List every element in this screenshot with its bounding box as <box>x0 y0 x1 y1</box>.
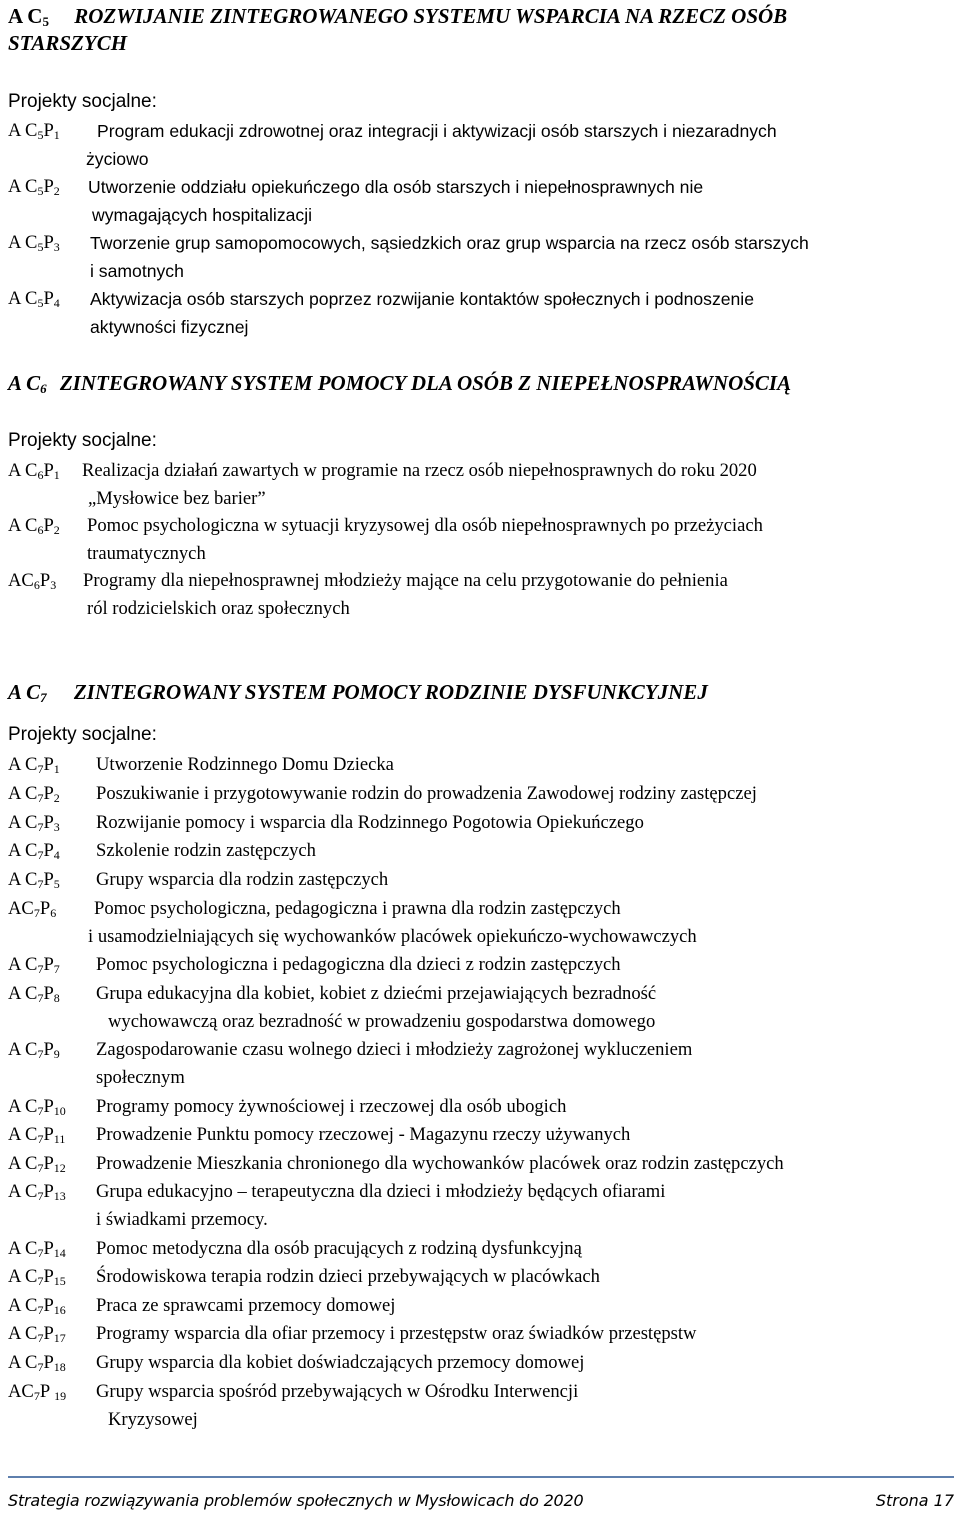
project-text: Poszukiwanie i przygotowywanie rodzin do prowadzenia Zawodowej rodziny zastępczej <box>96 783 757 804</box>
project-text: Utworzenie Rodzinnego Domu Dziecka <box>96 754 394 775</box>
project-text: Pomoc psychologiczna i pedagogiczna dla dzieci z rodzin zastępczych <box>96 954 621 975</box>
project-text-cont: i usamodzielniających się wychowanków placówek opiekuńczo-wychowawczych <box>88 926 697 947</box>
project-text-cont: wymagających hospitalizacji <box>92 205 313 225</box>
section-heading-c7 <box>8 679 708 706</box>
project-text: Aktywizacja osób starszych poprzez rozwijanie kontaktów społecznych i podnoszenie <box>90 289 755 309</box>
section-code: A C <box>8 680 41 704</box>
footer-rule <box>8 1476 954 1478</box>
section-code: A C <box>8 4 43 28</box>
project-text-cont: wychowawczą oraz bezradność w prowadzeniu gospodarstwa domowego <box>108 1011 656 1032</box>
project-text: Prowadzenie Mieszkania chronionego dla wychowanków placówek oraz rodzin zastępczych <box>96 1153 784 1174</box>
section-title: ROZWIJANIE ZINTEGROWANEGO SYSTEMU WSPARCIA NA RZECZ OSÓB <box>74 4 788 28</box>
project-text: Grupy wsparcia spośród przebywających w Ośrodku Interwencji <box>96 1381 579 1402</box>
projects-label-c7: Projekty socjalne: <box>8 724 157 745</box>
project-text: Rozwijanie pomocy i wsparcia dla Rodzinnego Pogotowia Opiekuńczego <box>96 812 644 833</box>
project-text-cont: Kryzysowej <box>108 1409 198 1430</box>
project-text-cont: społecznym <box>96 1067 185 1088</box>
section-heading-c5-line2: STARSZYCH <box>8 31 128 55</box>
document-page: A $C_5$ ROZWIJANIE ZINTEGROWANEGO SYSTEMU WSPARCIA NA RZECZ OSÓB STARSZYCH Projekty socjalne: A $C_5P_1$ Program edukacji zdrowotnej oraz integracji i aktywizacji osób starszych i niezaradnych życiowo A $C_5P_2$ Utworzenie oddziału opiekuńczego dla osób starszych i niepełnosprawnych nie wymagających hospitalizacji A $C_5P_3$ Tworzenie grup samopomocowych, sąsiedzkich oraz grup wsparcia na rzecz osób starszych i samotnych A $C_5P_4$ Aktywizacja osób starszych poprzez rozwijanie kontaktów społecznych i podnoszenie aktywności fizycznej A $C_6$ ZINTEGROWANY SYSTEM POMOCY DLA OSÓB Z NIEPEŁNOSPRAWNOŚCIĄ Projekty socjalne: A $C_6P_1$ Realizacja działań zawartych w programie na rzecz osób niepełnosprawnych do roku 2020 „Mysłowice bez barier” A $C_6P_2$ Pomoc psychologiczna w sytuacji kryzysowej dla osób niepełnosprawnych po przeżyciach traumatycznych $AC_6P_3$ Programy dla niepełnosprawnej młodzieży mające na celu przygotowanie do pełnienia ról rodzicielskich oraz społecznych A $C_7$ ZINTEGROWANY SYSTEM POMOCY RODZINIE DYSFUNKCYJNEJ Projekty socjalne: A $C_7P_1$ Utworzenie Rodzinnego Domu Dziecka A $C_7P_2$ Poszukiwanie i przygotowywanie rodzin do prowadzenia Zawodowej rodziny zastępczej A $C_7P_3$ Rozwijanie pomocy i wsparcia dla Rodzinnego Pogotowia Opiekuńczego A $C_7P_4$ Szkolenie rodzin zastępczych A $C_7P_5$ Grupy wsparcia dla rodzin zastępczych $AC_7P_6$ Pomoc psychologiczna, pedagogiczna i prawna dla rodzin zastępczych i usamodzielniających się wychowanków placówek opiekuńczo-wychowawczych A $C_7P_7$ Pomoc psychologiczna i pedagogiczna dla dzieci z rodzin zastępczych A $C_7P_8$ Grupa edukacyjna dla kobiet, kobiet z dziećmi przejawiających bezradność wychowawczą oraz bezradność w prowadzeniu gospodarstwa domowego A $C_7P_9$ Zagospodarowanie czasu wolnego dzieci i młodzieży zagrożonej wykluczeniem społecznym A $C_7P_{10}$ Programy pomocy żywnościowej i rzeczowej dla osób ubogich A $C_7P_{11}$ Prowadzenie Punktu pomocy rzeczowej - Magazynu rzeczy używanych A $C_7P_{12}$ Prowadzenie Mieszkania chronionego dla wychowanków placówek oraz rodzin zastępczych A $C_7P_{13}$ Grupa edukacyjno – terapeutyczna dla dzieci i młodzieży będących ofiarami i świadkami przemocy. A $C_7P_{14}$ Pomoc metodyczna dla osób pracujących z rodziną dysfunkcyjną A $C_7P_{15}$ Środowiskowa terapia rodzin dzieci przebywających w placówkach A $C_7P_{16}$ Praca ze sprawcami przemocy domowej A $C_7P_{17}$ Programy wsparcia dla ofiar przemocy i przestępstw oraz świadków przestępstw A $C_7P_{18}$ Grupy wsparcia dla kobiet doświadczających przemocy domowej $AC_7P$ $_{19}$ Grupy wsparcia spośród przebywających w Ośrodku Interwencji Kryzysowej Strategia rozwiązywania problemów społecznych w Mysłowicach do 2020 Strona 17 <box>8 4 954 1510</box>
project-text: Grupa edukacyjno – terapeutyczna dla dzieci i młodzieży będących ofiarami <box>96 1181 666 1202</box>
project-text: Tworzenie grup samopomocowych, sąsiedzkich oraz grup wsparcia na rzecz osób starszych <box>90 233 809 253</box>
project-text: Programy pomocy żywnościowej i rzeczowej dla osób ubogich <box>96 1096 567 1117</box>
project-text: Zagospodarowanie czasu wolnego dzieci i młodzieży zagrożonej wykluczeniem <box>96 1039 693 1060</box>
project-text: Grupy wsparcia dla rodzin zastępczych <box>96 869 389 890</box>
project-text: Program edukacji zdrowotnej oraz integracji i aktywizacji osób starszych i niezaradnych <box>97 121 777 141</box>
section-number: 5 <box>42 14 49 29</box>
section-title: ZINTEGROWANY SYSTEM POMOCY RODZINIE DYSFUNKCYJNEJ <box>73 680 708 704</box>
project-text-cont: aktywności fizycznej <box>90 317 249 337</box>
project-text-cont: i samotnych <box>90 261 184 281</box>
section-number: 6 <box>40 381 47 396</box>
project-text: Szkolenie rodzin zastępczych <box>96 840 316 861</box>
project-text-cont: ról rodzicielskich oraz społecznych <box>87 598 350 619</box>
section-number: 7 <box>40 690 47 705</box>
project-text-cont: traumatycznych <box>87 543 206 564</box>
project-text: Prowadzenie Punktu pomocy rzeczowej - Magazynu rzeczy używanych <box>96 1124 631 1145</box>
project-text-cont: i świadkami przemocy. <box>96 1209 268 1230</box>
project-text: Pomoc psychologiczna, pedagogiczna i prawna dla rodzin zastępczych <box>94 898 621 919</box>
footer-document-title: Strategia rozwiązywania problemów społecznych w Mysłowicach do 2020 <box>8 1491 584 1510</box>
section-heading-c6 <box>8 370 791 397</box>
section-heading-c5 <box>8 3 787 30</box>
project-text: Grupy wsparcia dla kobiet doświadczających przemocy domowej <box>96 1352 585 1373</box>
project-text: Pomoc psychologiczna w sytuacji kryzysowej dla osób niepełnosprawnych po przeżyciach <box>87 515 763 536</box>
project-text-cont: życiowo <box>86 149 149 169</box>
project-text-cont: „Mysłowice bez barier” <box>88 488 266 509</box>
project-text: Utworzenie oddziału opiekuńczego dla osób starszych i niepełnosprawnych nie <box>88 177 704 197</box>
project-text: Pomoc metodyczna dla osób pracujących z rodziną dysfunkcyjną <box>96 1238 582 1259</box>
projects-label-c6: Projekty socjalne: <box>8 430 157 451</box>
section-title: ZINTEGROWANY SYSTEM POMOCY DLA OSÓB Z NIEPEŁNOSPRAWNOŚCIĄ <box>59 371 792 395</box>
project-text: Programy dla niepełnosprawnej młodzieży mające na celu przygotowanie do pełnienia <box>83 570 728 591</box>
project-text: Realizacja działań zawartych w programie na rzecz osób niepełnosprawnych do roku 2020 <box>82 460 757 481</box>
footer-page-number: Strona 17 <box>875 1491 954 1510</box>
project-text: Grupa edukacyjna dla kobiet, kobiet z dziećmi przejawiających bezradność <box>96 983 657 1004</box>
section-code: A C <box>8 371 41 395</box>
project-text: Środowiskowa terapia rodzin dzieci przebywających w placówkach <box>96 1266 600 1287</box>
projects-label-c5: Projekty socjalne: <box>8 91 157 112</box>
project-text: Programy wsparcia dla ofiar przemocy i przestępstw oraz świadków przestępstw <box>96 1323 697 1344</box>
project-text: Praca ze sprawcami przemocy domowej <box>96 1295 396 1316</box>
